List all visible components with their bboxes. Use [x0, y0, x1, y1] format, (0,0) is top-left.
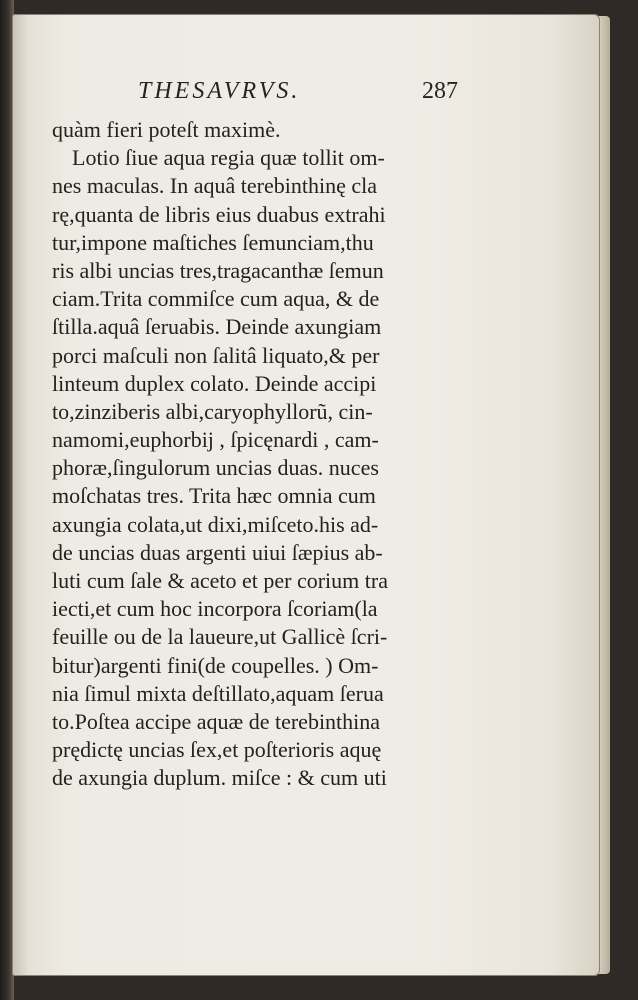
text-line: tur,impone maſtiches ſemunciam,thu — [52, 229, 374, 255]
text-line: ris albi uncias tres,tragacanthæ ſemun — [52, 257, 384, 283]
text-line: namomi,euphorbij , ſpicęnardi , cam- — [52, 427, 379, 453]
text-line: quàm fieri poteſt maximè. — [52, 117, 281, 142]
text-line: axungia colata,ut dixi,miſceto.his ad- — [52, 511, 379, 537]
text-line: ciam.Trita commiſce cum aqua, & de — [52, 286, 380, 312]
text-line: luti cum ſale & aceto et per corium tra — [52, 568, 388, 593]
text-line: bitur)argenti fini(de coupelles. ) Om- — [52, 652, 379, 678]
text-line: to,zinziberis albi,caryophyllorũ, cin- — [52, 398, 373, 424]
text-block — [52, 116, 460, 793]
text-line: ſtilla.aquâ ſeruabis. Deinde axungiam — [52, 314, 382, 340]
text-line: to.Poſtea accipe aquæ de terebinthina — [52, 708, 381, 734]
text-line: prędictę uncias ſex,et poſterioris aquę — [52, 737, 382, 763]
text-line: de uncias duas argenti uiui ſæpius ab- — [52, 539, 383, 565]
text-line: feuille ou de la laueure,ut Gallicè ſcri- — [52, 624, 388, 650]
text-line: porci maſculi non ſalitâ liquato,& per — [52, 342, 380, 368]
text-line: moſchatas tres. Trita hæc omnia cum — [52, 483, 376, 509]
text-line: iecti,et cum hoc incorpora ſcoriam(la — [52, 596, 378, 622]
page-header — [138, 78, 458, 108]
text-line: nia ſimul mixta deſtillato,aquam ſerua — [52, 680, 384, 706]
running-title: THESAVRVS. — [138, 78, 301, 104]
text-line: linteum duplex colato. Deinde accipi — [52, 370, 377, 396]
text-line: de axungia duplum. miſce : & cum uti — [52, 765, 387, 791]
page-number: 287 — [422, 78, 458, 104]
text-line: rę,quanta de libris eius duabus extrahi — [52, 201, 386, 227]
text-line: nes maculas. In aquâ terebinthinę cla — [52, 173, 377, 199]
text-line: phoræ,ſingulorum uncias duas. nuces — [52, 455, 379, 481]
text-line: Lotio ſiue aqua regia quæ tollit om- — [72, 145, 385, 171]
